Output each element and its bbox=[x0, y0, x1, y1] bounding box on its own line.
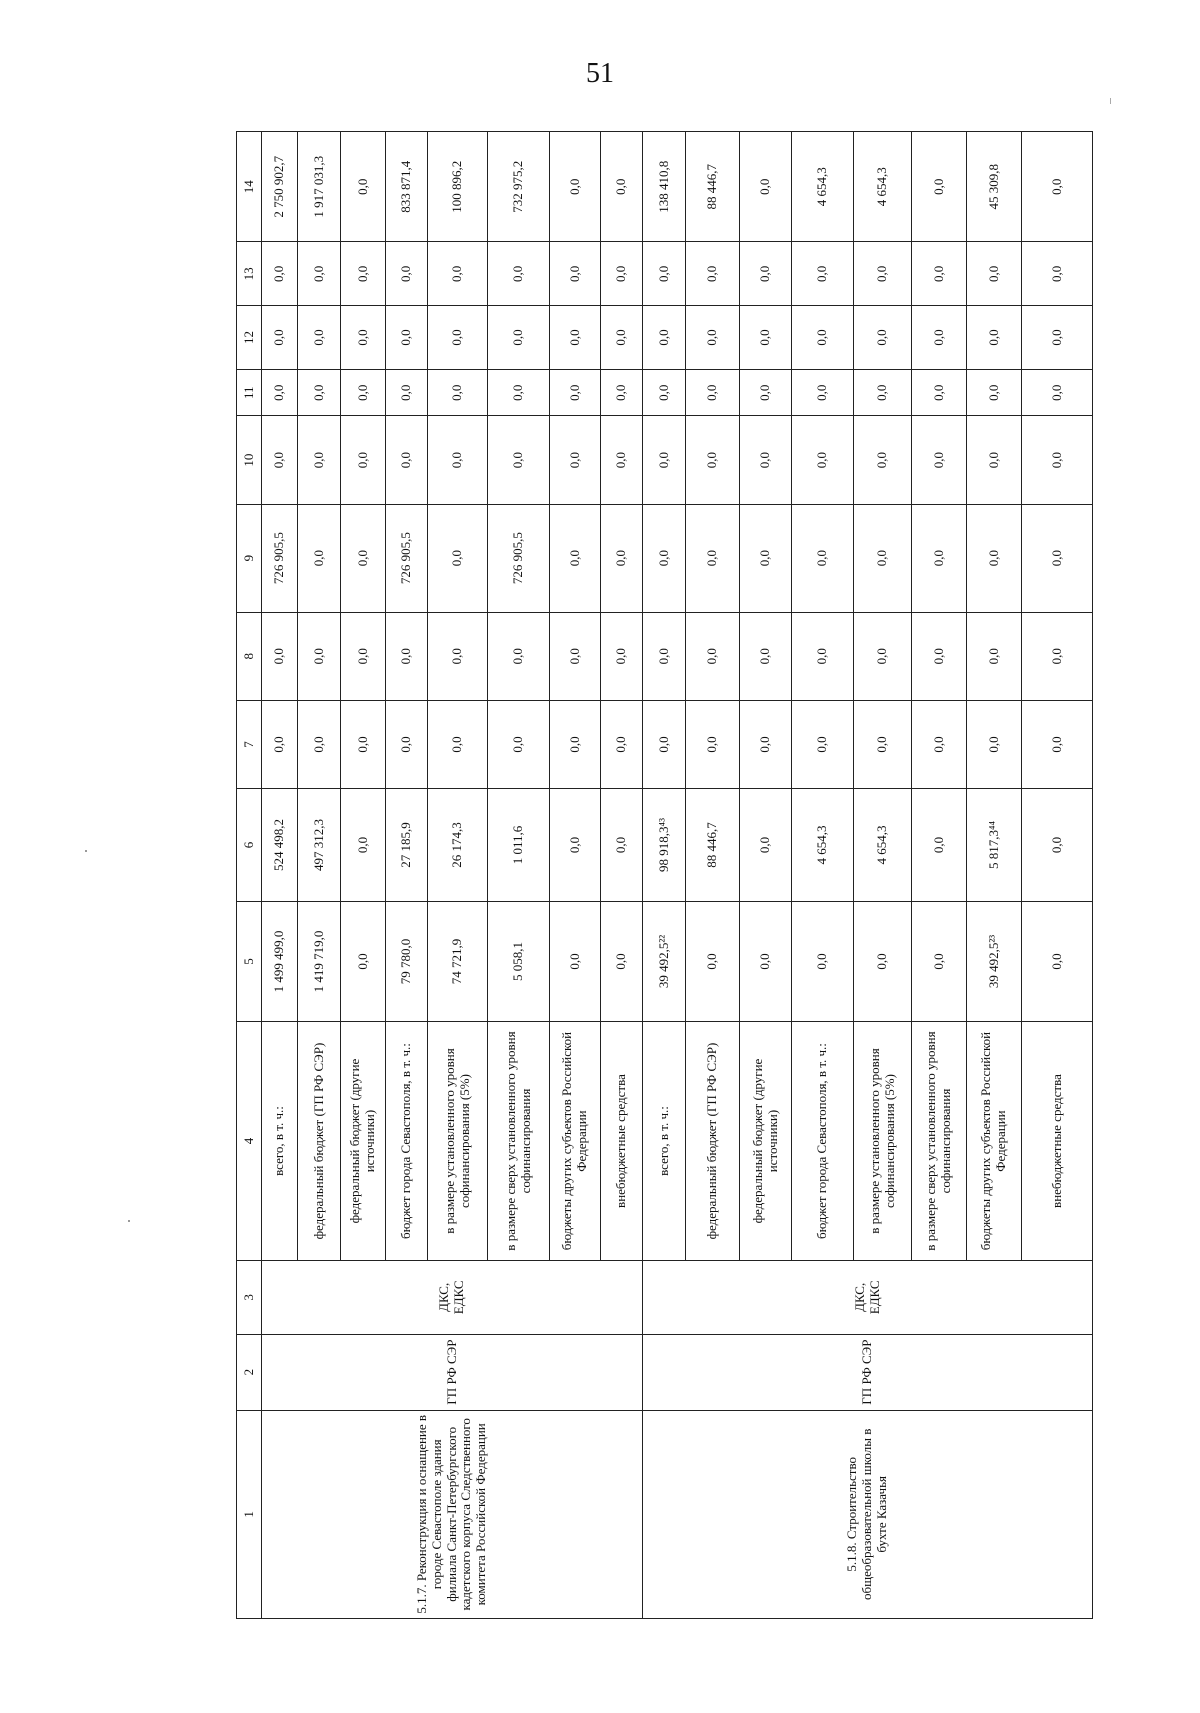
value-cell: 0,0 bbox=[854, 901, 912, 1021]
value-cell: 0,0 bbox=[740, 132, 792, 242]
value-cell: 0,0 bbox=[550, 416, 601, 504]
funding-source-label: бюджет города Севастополя, в т. ч.: bbox=[386, 1022, 428, 1261]
value-cell: 0,0 bbox=[601, 416, 643, 504]
funding-source-label: бюджеты других субъектов Российской Федерации bbox=[550, 1022, 601, 1261]
value-cell: 0,0 bbox=[550, 612, 601, 700]
value-cell: 27 185,9 bbox=[386, 789, 428, 902]
value-cell: 0,0 bbox=[792, 504, 854, 612]
scan-speck bbox=[85, 850, 87, 852]
value-cell: 1 419 719,0 bbox=[298, 901, 341, 1021]
value-cell: 0,0 bbox=[298, 504, 341, 612]
value-cell: 0,0 bbox=[550, 504, 601, 612]
executor-cell: ДКС, ЕДКС bbox=[643, 1261, 1093, 1335]
measure-name: 5.1.8. Строительство общеобразовательной школы в бухте Казачья bbox=[643, 1410, 1093, 1618]
value-cell: 1 011,6 bbox=[488, 789, 550, 902]
value-cell: 0,0 bbox=[967, 306, 1022, 370]
value-cell: 5 058,1 bbox=[488, 901, 550, 1021]
value-cell: 0,0 bbox=[601, 132, 643, 242]
value-cell: 0,0 bbox=[643, 306, 686, 370]
value-cell: 0,0 bbox=[386, 369, 428, 416]
budget-table bbox=[236, 131, 1093, 1619]
scan-speck bbox=[1110, 98, 1111, 104]
value-cell: 726 905,5 bbox=[488, 504, 550, 612]
program-cell: ГП РФ СЭР bbox=[262, 1334, 643, 1410]
value-cell: 0,0 bbox=[428, 369, 488, 416]
table-body bbox=[237, 132, 1093, 1619]
value-cell: 0,0 bbox=[262, 416, 298, 504]
value-cell: 0,0 bbox=[792, 242, 854, 306]
value-cell: 0,0 bbox=[643, 504, 686, 612]
value-cell: 0,0 bbox=[341, 369, 386, 416]
value-cell: 0,0 bbox=[601, 242, 643, 306]
funding-source-label: всего, в т. ч.: bbox=[262, 1022, 298, 1261]
funding-source-label: в размере установленного уровня софинансирования (5%) bbox=[428, 1022, 488, 1261]
value-cell: 0,0 bbox=[341, 306, 386, 370]
value-cell: 0,0 bbox=[1022, 132, 1093, 242]
value-cell: 0,0 bbox=[686, 700, 740, 788]
value-cell: 0,0 bbox=[792, 306, 854, 370]
column-header: 10 bbox=[237, 416, 262, 504]
rotated-table-container bbox=[236, 131, 1096, 1619]
value-cell: 833 871,4 bbox=[386, 132, 428, 242]
value-cell: 1 499 499,0 bbox=[262, 901, 298, 1021]
value-cell: 0,0 bbox=[550, 132, 601, 242]
value-cell: 0,0 bbox=[967, 369, 1022, 416]
value-cell: 0,0 bbox=[341, 789, 386, 902]
value-cell: 0,0 bbox=[298, 306, 341, 370]
value-cell: 0,0 bbox=[1022, 416, 1093, 504]
value-cell: 0,0 bbox=[912, 242, 967, 306]
column-header: 9 bbox=[237, 504, 262, 612]
value-cell: 0,0 bbox=[1022, 369, 1093, 416]
value-cell: 0,0 bbox=[854, 700, 912, 788]
value-cell: 0,0 bbox=[912, 612, 967, 700]
value-cell: 0,0 bbox=[740, 700, 792, 788]
funding-source-label: федеральный бюджет (ГП РФ СЭР) bbox=[686, 1022, 740, 1261]
funding-source-label: федеральный бюджет (другие источники) bbox=[341, 1022, 386, 1261]
funding-source-label: всего, в т. ч.: bbox=[643, 1022, 686, 1261]
value-cell: 732 975,2 bbox=[488, 132, 550, 242]
value-cell: 0,0 bbox=[967, 416, 1022, 504]
value-cell: 0,0 bbox=[792, 901, 854, 1021]
value-cell: 0,0 bbox=[854, 369, 912, 416]
value-cell: 0,0 bbox=[262, 700, 298, 788]
value-cell: 0,0 bbox=[967, 242, 1022, 306]
funding-source-label: внебюджетные средства bbox=[601, 1022, 643, 1261]
value-cell: 0,0 bbox=[686, 901, 740, 1021]
funding-source-label: в размере установленного уровня софинансирования (5%) bbox=[854, 1022, 912, 1261]
value-cell: 0,0 bbox=[1022, 306, 1093, 370]
page-number: 51 bbox=[586, 58, 614, 89]
value-cell: 0,0 bbox=[686, 242, 740, 306]
column-header: 14 bbox=[237, 132, 262, 242]
column-header: 5 bbox=[237, 901, 262, 1021]
value-cell: 0,0 bbox=[967, 612, 1022, 700]
value-cell: 0,0 bbox=[686, 504, 740, 612]
value-cell: 0,0 bbox=[912, 369, 967, 416]
value-cell: 0,0 bbox=[967, 700, 1022, 788]
value-cell: 0,0 bbox=[686, 612, 740, 700]
column-header: 12 bbox=[237, 306, 262, 370]
value-cell: 0,0 bbox=[740, 612, 792, 700]
value-cell: 0,0 bbox=[740, 789, 792, 902]
table-row bbox=[643, 132, 686, 1619]
value-cell: 0,0 bbox=[1022, 242, 1093, 306]
value-cell: 0,0 bbox=[601, 504, 643, 612]
value-cell: 524 498,2 bbox=[262, 789, 298, 902]
column-header: 8 bbox=[237, 612, 262, 700]
value-cell: 0,0 bbox=[740, 242, 792, 306]
value-cell: 0,0 bbox=[262, 242, 298, 306]
value-cell: 0,0 bbox=[686, 416, 740, 504]
funding-source-label: в размере сверх установленного уровня софинансирования bbox=[488, 1022, 550, 1261]
value-cell: 0,0 bbox=[488, 612, 550, 700]
value-cell: 4 654,3 bbox=[792, 789, 854, 902]
value-cell: 0,0 bbox=[262, 306, 298, 370]
value-cell: 0,0 bbox=[912, 132, 967, 242]
value-cell: 726 905,5 bbox=[262, 504, 298, 612]
value-cell: 0,0 bbox=[740, 416, 792, 504]
value-cell: 100 896,2 bbox=[428, 132, 488, 242]
value-cell: 0,0 bbox=[601, 700, 643, 788]
value-cell: 0,0 bbox=[792, 700, 854, 788]
value-cell: 0,0 bbox=[428, 416, 488, 504]
value-cell: 4 654,3 bbox=[854, 789, 912, 902]
value-cell: 726 905,5 bbox=[386, 504, 428, 612]
value-cell: 0,0 bbox=[912, 416, 967, 504]
value-cell: 138 410,8 bbox=[643, 132, 686, 242]
value-cell: 0,0 bbox=[488, 242, 550, 306]
funding-source-label: в размере сверх установленного уровня софинансирования bbox=[912, 1022, 967, 1261]
value-cell: 0,0 bbox=[740, 504, 792, 612]
value-cell: 39 492,5²³ bbox=[967, 901, 1022, 1021]
value-cell: 0,0 bbox=[488, 700, 550, 788]
value-cell: 0,0 bbox=[740, 306, 792, 370]
value-cell: 0,0 bbox=[341, 504, 386, 612]
value-cell: 0,0 bbox=[854, 306, 912, 370]
value-cell: 0,0 bbox=[298, 700, 341, 788]
value-cell: 0,0 bbox=[854, 612, 912, 700]
value-cell: 26 174,3 bbox=[428, 789, 488, 902]
value-cell: 88 446,7 bbox=[686, 132, 740, 242]
value-cell: 0,0 bbox=[341, 612, 386, 700]
funding-source-label: федеральный бюджет (другие источники) bbox=[740, 1022, 792, 1261]
value-cell: 0,0 bbox=[854, 242, 912, 306]
value-cell: 0,0 bbox=[601, 612, 643, 700]
value-cell: 0,0 bbox=[854, 416, 912, 504]
value-cell: 0,0 bbox=[686, 306, 740, 370]
column-header: 7 bbox=[237, 700, 262, 788]
value-cell: 4 654,3 bbox=[792, 132, 854, 242]
value-cell: 0,0 bbox=[298, 369, 341, 416]
value-cell: 0,0 bbox=[428, 612, 488, 700]
value-cell: 0,0 bbox=[550, 242, 601, 306]
value-cell: 0,0 bbox=[341, 700, 386, 788]
value-cell: 0,0 bbox=[428, 306, 488, 370]
value-cell: 0,0 bbox=[643, 416, 686, 504]
value-cell: 0,0 bbox=[488, 369, 550, 416]
value-cell: 0,0 bbox=[428, 504, 488, 612]
value-cell: 0,0 bbox=[550, 901, 601, 1021]
value-cell: 0,0 bbox=[488, 416, 550, 504]
value-cell: 0,0 bbox=[1022, 901, 1093, 1021]
executor-cell: ДКС, ЕДКС bbox=[262, 1261, 643, 1335]
value-cell: 0,0 bbox=[386, 416, 428, 504]
value-cell: 0,0 bbox=[912, 789, 967, 902]
value-cell: 0,0 bbox=[792, 369, 854, 416]
value-cell: 0,0 bbox=[643, 242, 686, 306]
value-cell: 0,0 bbox=[262, 612, 298, 700]
column-header: 3 bbox=[237, 1261, 262, 1335]
value-cell: 0,0 bbox=[643, 700, 686, 788]
value-cell: 2 750 902,7 bbox=[262, 132, 298, 242]
value-cell: 74 721,9 bbox=[428, 901, 488, 1021]
value-cell: 0,0 bbox=[601, 306, 643, 370]
funding-source-label: внебюджетные средства bbox=[1022, 1022, 1093, 1261]
value-cell: 0,0 bbox=[550, 369, 601, 416]
value-cell: 5 817,3⁴⁴ bbox=[967, 789, 1022, 902]
value-cell: 0,0 bbox=[740, 369, 792, 416]
value-cell: 0,0 bbox=[550, 789, 601, 902]
value-cell: 0,0 bbox=[792, 612, 854, 700]
column-header: 13 bbox=[237, 242, 262, 306]
value-cell: 0,0 bbox=[912, 901, 967, 1021]
value-cell: 0,0 bbox=[550, 700, 601, 788]
value-cell: 0,0 bbox=[967, 504, 1022, 612]
column-header: 2 bbox=[237, 1334, 262, 1410]
value-cell: 0,0 bbox=[488, 306, 550, 370]
value-cell: 0,0 bbox=[912, 306, 967, 370]
value-cell: 0,0 bbox=[912, 504, 967, 612]
measure-name: 5.1.7. Реконструкция и оснащение в городе Севастополе здания филиала Санкт-Петербургского кадетского корпуса Следственного комитета Российской Федерации bbox=[262, 1410, 643, 1618]
value-cell: 0,0 bbox=[1022, 504, 1093, 612]
value-cell: 45 309,8 bbox=[967, 132, 1022, 242]
value-cell: 0,0 bbox=[1022, 789, 1093, 902]
value-cell: 39 492,5²² bbox=[643, 901, 686, 1021]
column-header: 6 bbox=[237, 789, 262, 902]
value-cell: 0,0 bbox=[792, 416, 854, 504]
funding-source-label: федеральный бюджет (ГП РФ СЭР) bbox=[298, 1022, 341, 1261]
column-header: 1 bbox=[237, 1410, 262, 1618]
value-cell: 0,0 bbox=[428, 242, 488, 306]
value-cell: 0,0 bbox=[912, 700, 967, 788]
column-header: 4 bbox=[237, 1022, 262, 1261]
value-cell: 0,0 bbox=[341, 416, 386, 504]
value-cell: 0,0 bbox=[643, 369, 686, 416]
value-cell: 0,0 bbox=[601, 369, 643, 416]
column-header: 11 bbox=[237, 369, 262, 416]
value-cell: 0,0 bbox=[386, 306, 428, 370]
value-cell: 0,0 bbox=[341, 132, 386, 242]
value-cell: 0,0 bbox=[298, 612, 341, 700]
funding-source-label: бюджеты других субъектов Российской Федерации bbox=[967, 1022, 1022, 1261]
value-cell: 0,0 bbox=[550, 306, 601, 370]
value-cell: 0,0 bbox=[601, 901, 643, 1021]
table-row bbox=[262, 132, 298, 1619]
program-cell: ГП РФ СЭР bbox=[643, 1334, 1093, 1410]
value-cell: 0,0 bbox=[1022, 612, 1093, 700]
value-cell: 0,0 bbox=[740, 901, 792, 1021]
value-cell: 497 312,3 bbox=[298, 789, 341, 902]
value-cell: 0,0 bbox=[643, 612, 686, 700]
funding-source-label: бюджет города Севастополя, в т. ч.: bbox=[792, 1022, 854, 1261]
value-cell: 0,0 bbox=[1022, 700, 1093, 788]
value-cell: 0,0 bbox=[341, 901, 386, 1021]
value-cell: 0,0 bbox=[298, 242, 341, 306]
value-cell: 0,0 bbox=[386, 612, 428, 700]
value-cell: 0,0 bbox=[386, 700, 428, 788]
value-cell: 79 780,0 bbox=[386, 901, 428, 1021]
scan-speck bbox=[128, 1220, 130, 1222]
value-cell: 0,0 bbox=[428, 700, 488, 788]
value-cell: 1 917 031,3 bbox=[298, 132, 341, 242]
value-cell: 88 446,7 bbox=[686, 789, 740, 902]
value-cell: 0,0 bbox=[686, 369, 740, 416]
header-row bbox=[237, 132, 262, 1619]
value-cell: 0,0 bbox=[601, 789, 643, 902]
value-cell: 0,0 bbox=[854, 504, 912, 612]
value-cell: 0,0 bbox=[341, 242, 386, 306]
value-cell: 0,0 bbox=[386, 242, 428, 306]
value-cell: 0,0 bbox=[298, 416, 341, 504]
value-cell: 98 918,3⁴³ bbox=[643, 789, 686, 902]
value-cell: 4 654,3 bbox=[854, 132, 912, 242]
value-cell: 0,0 bbox=[262, 369, 298, 416]
